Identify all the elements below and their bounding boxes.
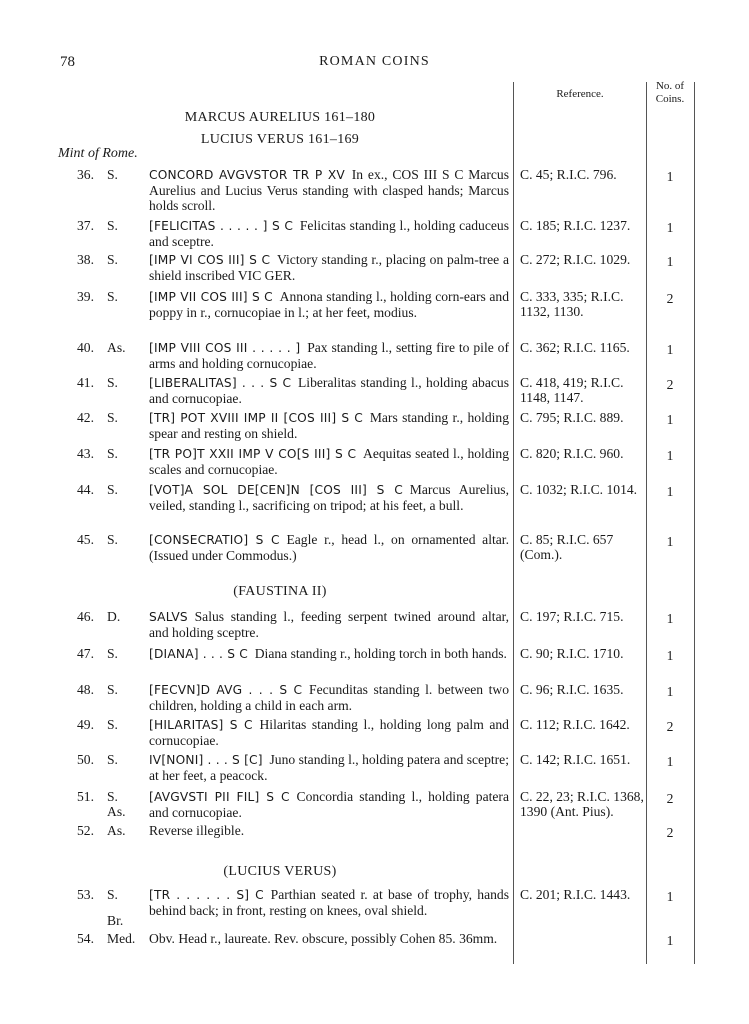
- entry-reference: C. 272; R.I.C. 1029.: [520, 252, 631, 267]
- entry-coin-count: 1: [666, 412, 674, 427]
- running-head: ROMAN COINS: [319, 54, 430, 69]
- page-number: 78: [60, 54, 75, 70]
- entry-legend: [TR PO]T XXII IMP V CO[S III] S C: [149, 447, 357, 461]
- entry-legend: [TR . . . . . . S] C: [149, 888, 264, 902]
- entry-legend: [FELICITAS . . . . . ] S C: [149, 219, 294, 233]
- entry-description: [149, 752, 509, 783]
- entry-description: [149, 717, 509, 748]
- entry-description: [149, 446, 509, 477]
- entry-legend: [LIBERALITAS] . . . S C: [149, 376, 292, 390]
- entry-description: [149, 340, 509, 371]
- entry-coin-count: 1: [666, 254, 674, 269]
- entry-coin-count: 1: [666, 933, 674, 948]
- entry-description-text: Parthian seated r. at base of trophy, hands behind back; in front, resting on knees, oval shield.: [149, 887, 509, 918]
- entry-description-text: Victory standing r., placing on palm-tree a shield inscribed VIC GER.: [149, 252, 509, 283]
- entry-legend: [FECVN]D AVG . . . S C: [149, 683, 303, 697]
- entry-reference: C. 201; R.I.C. 1443.: [520, 887, 631, 902]
- entry-description: [149, 252, 509, 283]
- entry-legend: [IMP VII COS III] S C: [149, 290, 273, 304]
- entry-reference: C. 197; R.I.C. 715.: [520, 609, 624, 624]
- entry-coin-count: 1: [666, 342, 674, 357]
- emperor-heading-lucius: LUCIUS VERUS 161–169: [200, 132, 360, 147]
- entry-description-text: Eagle r., head l., on ornamented altar. (Issued under Commodus.): [149, 532, 509, 563]
- entry-number: 37.: [77, 218, 94, 233]
- entry-legend: [DIANA] . . . S C: [149, 647, 248, 661]
- entry-coin-count: 1: [666, 754, 674, 769]
- entry-number: 52.: [77, 823, 94, 838]
- entry-description-text: Annona standing l., holding corn-ears and poppy in r., cornucopiae in l.; at her feet, modius.: [149, 289, 510, 320]
- entry-description: [149, 482, 509, 513]
- entry-description-text: In ex., COS III S C Marcus Aurelius and Lucius Verus standing with clasped hands; Marcus holds scroll.: [149, 167, 509, 213]
- entry-denomination: S.: [107, 682, 118, 697]
- count-column-right-rule: [694, 82, 695, 964]
- entry-description: [149, 375, 509, 406]
- entry-legend: [TR] POT XVIII IMP II [COS III] S C: [149, 411, 364, 425]
- entry-description-text: Obv. Head r., laureate. Rev. obscure, possibly Cohen 85. 36mm.: [149, 931, 498, 946]
- entry-description-text: Salus standing l., feeding serpent twined around altar, and holding sceptre.: [149, 609, 509, 640]
- entry-description: [149, 289, 509, 320]
- entry-number: 43.: [77, 446, 94, 461]
- entry-description: [149, 931, 509, 946]
- section-heading-faustina: (FAUSTINA II): [233, 584, 327, 599]
- entry-coin-count: 1: [666, 534, 674, 549]
- entry-description-text: Pax standing l., setting fire to pile of arms and holding cornucopiae.: [149, 340, 510, 371]
- entry-number: 48.: [77, 682, 94, 697]
- entry-denomination: D.: [107, 609, 121, 624]
- entry-number: 50.: [77, 752, 94, 767]
- count-header-line2: Coins.: [655, 93, 685, 105]
- entry-description: [149, 789, 509, 820]
- entry-description: [149, 646, 509, 662]
- entry-denomination: S.: [107, 532, 118, 547]
- entry-number: 49.: [77, 717, 94, 732]
- entry-denomination: Med.: [107, 931, 136, 946]
- section-heading-lucius: (LUCIUS VERUS): [223, 864, 337, 879]
- entry-description: [149, 218, 509, 249]
- entry-description-text: Concordia standing l., holding patera and cornucopiae.: [149, 789, 509, 820]
- entry-number: 51.: [77, 789, 94, 804]
- entry-description-text: Aequitas seated l., holding scales and cornucopiae.: [149, 446, 509, 477]
- entry-reference: C. 185; R.I.C. 1237.: [520, 218, 631, 233]
- entry-denomination: S.: [107, 887, 118, 902]
- entry-description-text: Felicitas standing l., holding caduceus and sceptre.: [149, 218, 509, 249]
- reference-column-left-rule: [513, 82, 514, 964]
- entry-coin-count: 1: [666, 448, 674, 463]
- entry-description-text: Juno standing l., holding patera and sceptre; at her feet, a peacock.: [149, 752, 509, 783]
- entry-denomination: S.: [107, 717, 118, 732]
- entry-reference: C. 96; R.I.C. 1635.: [520, 682, 624, 697]
- entry-denomination: S.: [107, 446, 118, 461]
- entry-legend: [VOT]A SOL DE[CEN]N [COS III] S C: [149, 483, 403, 497]
- entry-reference: C. 85; R.I.C. 657 (Com.).: [520, 532, 614, 562]
- entry-denomination: S.: [107, 289, 118, 304]
- entry-coin-count: 1: [666, 684, 674, 699]
- entry-denomination: S.: [107, 218, 118, 233]
- entry-number: 44.: [77, 482, 94, 497]
- entry-denomination: S.: [107, 167, 118, 182]
- entry-denomination: As.: [107, 823, 126, 838]
- entry-number: 42.: [77, 410, 94, 425]
- entry-number: 53.: [77, 887, 94, 902]
- entry-coin-count: 2: [666, 291, 674, 306]
- entry-denomination: As.: [107, 340, 126, 355]
- entry-coin-count: 2: [666, 377, 674, 392]
- entry-legend: [AVGVSTI PII FIL] S C: [149, 790, 290, 804]
- mint-heading: Mint of Rome.: [58, 146, 138, 161]
- coin-count-column-header: [646, 80, 694, 106]
- entry-description-text: Mars standing r., holding spear and resting on shield.: [149, 410, 510, 441]
- entry-description: [149, 887, 509, 918]
- entry-number: 36.: [77, 167, 94, 182]
- entry-number: 41.: [77, 375, 94, 390]
- entry-number: 39.: [77, 289, 94, 304]
- entry-legend: SALVS: [149, 610, 188, 624]
- entry-number: 40.: [77, 340, 94, 355]
- entry-description-text: Marcus Aurelius, veiled, standing l., sacrificing on tripod; at his feet, a bull.: [149, 482, 509, 513]
- entry-legend: [CONSECRATIO] S C: [149, 533, 280, 547]
- entry-description: [149, 167, 509, 213]
- entry-coin-count: 2: [666, 791, 674, 806]
- entry-reference: C. 45; R.I.C. 796.: [520, 167, 617, 182]
- entry-description-text: Fecunditas standing l. between two children, holding a child in each arm.: [149, 682, 509, 713]
- entry-number: 38.: [77, 252, 94, 267]
- denomination-br: Br.: [107, 913, 124, 928]
- entry-description: [149, 410, 509, 441]
- entry-number: 46.: [77, 609, 94, 624]
- entry-legend: [IMP VI COS III] S C: [149, 253, 271, 267]
- entry-coin-count: 2: [666, 825, 674, 840]
- entry-reference: C. 22, 23; R.I.C. 1368, 1390 (Ant. Pius).: [520, 789, 644, 819]
- entry-denomination-second: As.: [107, 804, 126, 819]
- entry-coin-count: 1: [666, 648, 674, 663]
- entry-reference: C. 362; R.I.C. 1165.: [520, 340, 630, 355]
- entry-reference: C. 333, 335; R.I.C. 1132, 1130.: [520, 289, 624, 319]
- entry-number: 45.: [77, 532, 94, 547]
- entry-coin-count: 1: [666, 889, 674, 904]
- entry-denomination: S.: [107, 752, 118, 767]
- entry-coin-count: 1: [666, 169, 674, 184]
- entry-denomination: S.: [107, 252, 118, 267]
- entry-denomination: S.: [107, 375, 118, 390]
- entry-legend: CONCORD AVGVSTOR TR P XV: [149, 168, 345, 182]
- entry-description-text: Reverse illegible.: [149, 823, 245, 838]
- entry-number: 54.: [77, 931, 94, 946]
- count-header-line1: No. of: [655, 80, 685, 92]
- entry-description-text: Hilaritas standing l., holding long palm and cornucopiae.: [149, 717, 509, 748]
- entry-description-text: Diana standing r., holding torch in both hands.: [254, 646, 507, 661]
- entry-denomination: S.: [107, 482, 118, 497]
- entry-legend: IV[NONI] . . . S [C]: [149, 753, 263, 767]
- entry-number: 47.: [77, 646, 94, 661]
- reference-column-header: Reference.: [556, 88, 604, 100]
- entry-reference: C. 142; R.I.C. 1651.: [520, 752, 631, 767]
- entry-coin-count: 2: [666, 719, 674, 734]
- entry-legend: [IMP VIII COS III . . . . . ]: [149, 341, 301, 355]
- entry-description: [149, 823, 509, 838]
- entry-reference: C. 1032; R.I.C. 1014.: [520, 482, 638, 497]
- entry-legend: [HILARITAS] S C: [149, 718, 253, 732]
- entry-description: [149, 532, 509, 563]
- emperor-heading-marcus: MARCUS AURELIUS 161–180: [184, 110, 376, 125]
- entry-reference: C. 90; R.I.C. 1710.: [520, 646, 624, 661]
- entry-denomination: S.: [107, 789, 118, 804]
- entry-denomination: S.: [107, 410, 118, 425]
- entry-reference: C. 112; R.I.C. 1642.: [520, 717, 630, 732]
- entry-coin-count: 1: [666, 484, 674, 499]
- entry-coin-count: 1: [666, 220, 674, 235]
- entry-reference: C. 418, 419; R.I.C. 1148, 1147.: [520, 375, 624, 405]
- entry-description-text: Liberalitas standing l., holding abacus and cornucopiae.: [149, 375, 509, 406]
- entry-description: [149, 609, 509, 640]
- entry-denomination: S.: [107, 646, 118, 661]
- entry-description: [149, 682, 509, 713]
- entry-reference: C. 820; R.I.C. 960.: [520, 446, 624, 461]
- entry-coin-count: 1: [666, 611, 674, 626]
- entry-reference: C. 795; R.I.C. 889.: [520, 410, 624, 425]
